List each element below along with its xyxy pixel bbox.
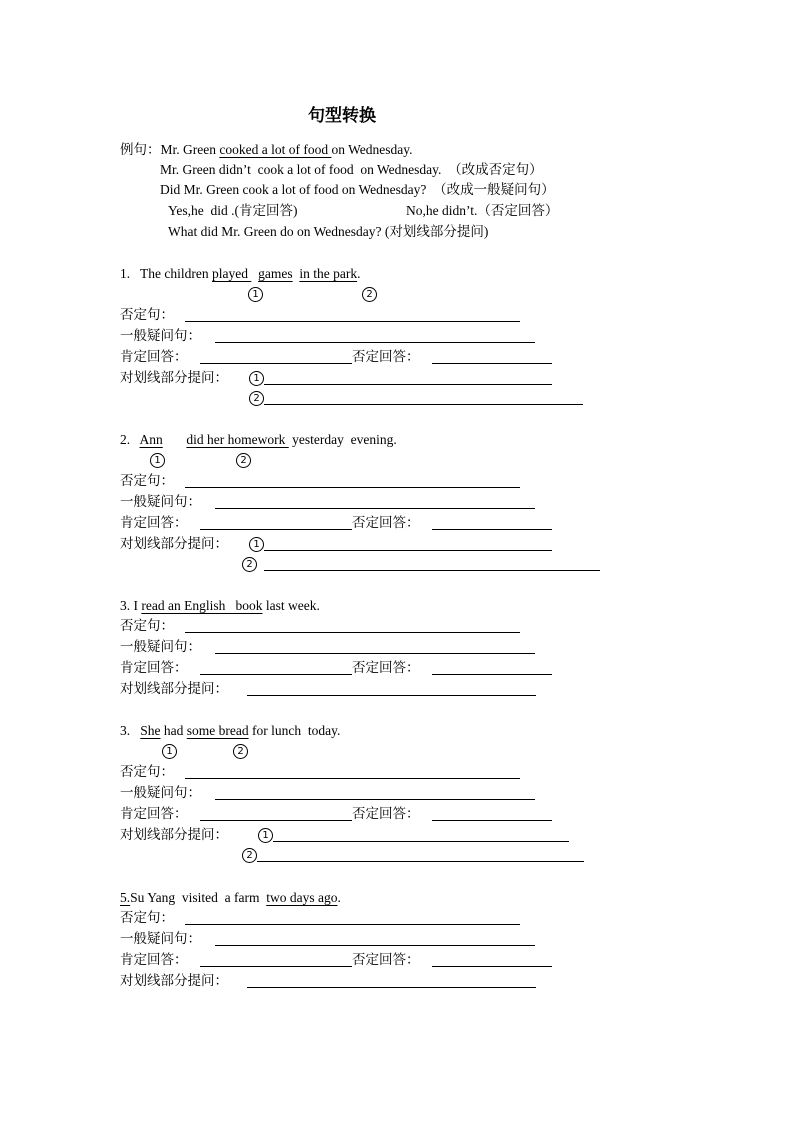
- q5-wh-blank[interactable]: [247, 987, 536, 988]
- example-no-answer: No,he didn’t.（否定回答）: [406, 203, 559, 218]
- q5-gen-label: 一般疑问句：: [120, 931, 201, 947]
- q4-neg-label: 否定句：: [120, 764, 174, 780]
- q2-neg-label: 否定句：: [120, 473, 174, 489]
- q4-gen-blank[interactable]: [215, 799, 535, 800]
- page-title: 句型转换: [308, 106, 376, 126]
- q4-no-blank[interactable]: [432, 820, 552, 821]
- q5-neg-blank[interactable]: [185, 924, 520, 925]
- q4-no-label: 否定回答：: [352, 806, 420, 822]
- q3-no-label: 否定回答：: [352, 660, 420, 676]
- q2-gen-blank[interactable]: [215, 508, 535, 509]
- q1-sentence: 1. The children played games in the park.: [120, 266, 361, 281]
- q4-wh-label: 对划线部分提问：: [120, 827, 228, 843]
- q3-neg-label: 否定句：: [120, 618, 174, 634]
- q2-wh2-blank[interactable]: [264, 570, 600, 571]
- q1-gen-blank[interactable]: [215, 342, 535, 343]
- q2-sentence: 2. Ann did her homework yesterday evening.: [120, 432, 397, 447]
- circle-marker-1: 1: [258, 828, 273, 843]
- q5-no-label: 否定回答：: [352, 952, 420, 968]
- circle-marker-1: 1: [249, 371, 264, 386]
- circle-marker-1: 1: [249, 537, 264, 552]
- q1-neg-blank[interactable]: [185, 321, 520, 322]
- q2-wh-label: 对划线部分提问：: [120, 536, 228, 552]
- example-label: 例句：: [120, 142, 161, 158]
- q3-yes-blank[interactable]: [200, 674, 352, 675]
- q2-wh1-blank[interactable]: [264, 550, 552, 551]
- q3-wh-blank[interactable]: [247, 695, 536, 696]
- q5-sentence: 5.Su Yang visited a farm two days ago.: [120, 890, 341, 905]
- circle-marker-2: 2: [362, 287, 377, 302]
- q3-yes-label: 肯定回答：: [120, 660, 188, 676]
- q4-sentence: 3. She had some bread for lunch today.: [120, 723, 341, 738]
- q4-wh2-blank[interactable]: [257, 861, 584, 862]
- circle-marker-2: 2: [249, 391, 264, 406]
- example-sentence: 例句：Mr. Green cooked a lot of food on Wednesday.: [120, 142, 413, 158]
- circle-marker-1: 1: [150, 453, 165, 468]
- circle-marker-1: 1: [162, 744, 177, 759]
- q1-no-blank[interactable]: [432, 363, 552, 364]
- circle-marker-2: 2: [236, 453, 251, 468]
- q1-yes-label: 肯定回答：: [120, 349, 188, 365]
- q4-gen-label: 一般疑问句：: [120, 785, 201, 801]
- circle-marker-2: 2: [233, 744, 248, 759]
- q1-wh1-blank[interactable]: [264, 384, 552, 385]
- example-underlined-part: cooked a lot of food: [219, 142, 332, 157]
- q1-wh-label: 对划线部分提问：: [120, 370, 228, 386]
- q5-neg-label: 否定句：: [120, 910, 174, 926]
- q1-no-label: 否定回答：: [352, 349, 420, 365]
- q2-no-label: 否定回答：: [352, 515, 420, 531]
- q1-neg-label: 否定句：: [120, 307, 174, 323]
- q2-no-blank[interactable]: [432, 529, 552, 530]
- q2-neg-blank[interactable]: [185, 487, 520, 488]
- q2-yes-blank[interactable]: [200, 529, 352, 530]
- q4-yes-blank[interactable]: [200, 820, 352, 821]
- q3-neg-blank[interactable]: [185, 632, 520, 633]
- q1-wh2-blank[interactable]: [264, 404, 583, 405]
- q5-no-blank[interactable]: [432, 966, 552, 967]
- circle-marker-1: 1: [248, 287, 263, 302]
- q5-gen-blank[interactable]: [215, 945, 535, 946]
- q3-wh-label: 对划线部分提问：: [120, 681, 228, 697]
- q4-neg-blank[interactable]: [185, 778, 520, 779]
- q5-yes-blank[interactable]: [200, 966, 352, 967]
- example-yes-answer: Yes,he did .(肯定回答): [168, 203, 298, 218]
- circle-marker-2: 2: [242, 848, 257, 863]
- q2-yes-label: 肯定回答：: [120, 515, 188, 531]
- q3-gen-label: 一般疑问句：: [120, 639, 201, 655]
- q3-no-blank[interactable]: [432, 674, 552, 675]
- example-question: Did Mr. Green cook a lot of food on Wednesday? （改成一般疑问句）: [160, 182, 555, 198]
- q1-yes-blank[interactable]: [200, 363, 352, 364]
- q4-wh1-blank[interactable]: [273, 841, 569, 842]
- q3-gen-blank[interactable]: [215, 653, 535, 654]
- q3-sentence: 3. I read an English book last week.: [120, 598, 320, 613]
- example-wh-question: What did Mr. Green do on Wednesday? (对划线部分提问): [168, 224, 489, 239]
- q2-gen-label: 一般疑问句：: [120, 494, 201, 510]
- q5-yes-label: 肯定回答：: [120, 952, 188, 968]
- q4-yes-label: 肯定回答：: [120, 806, 188, 822]
- circle-marker-2: 2: [242, 557, 257, 572]
- example-negative: Mr. Green didn’t cook a lot of food on Wednesday. （改成否定句）: [160, 162, 543, 178]
- q5-wh-label: 对划线部分提问：: [120, 973, 228, 989]
- q1-gen-label: 一般疑问句：: [120, 328, 201, 344]
